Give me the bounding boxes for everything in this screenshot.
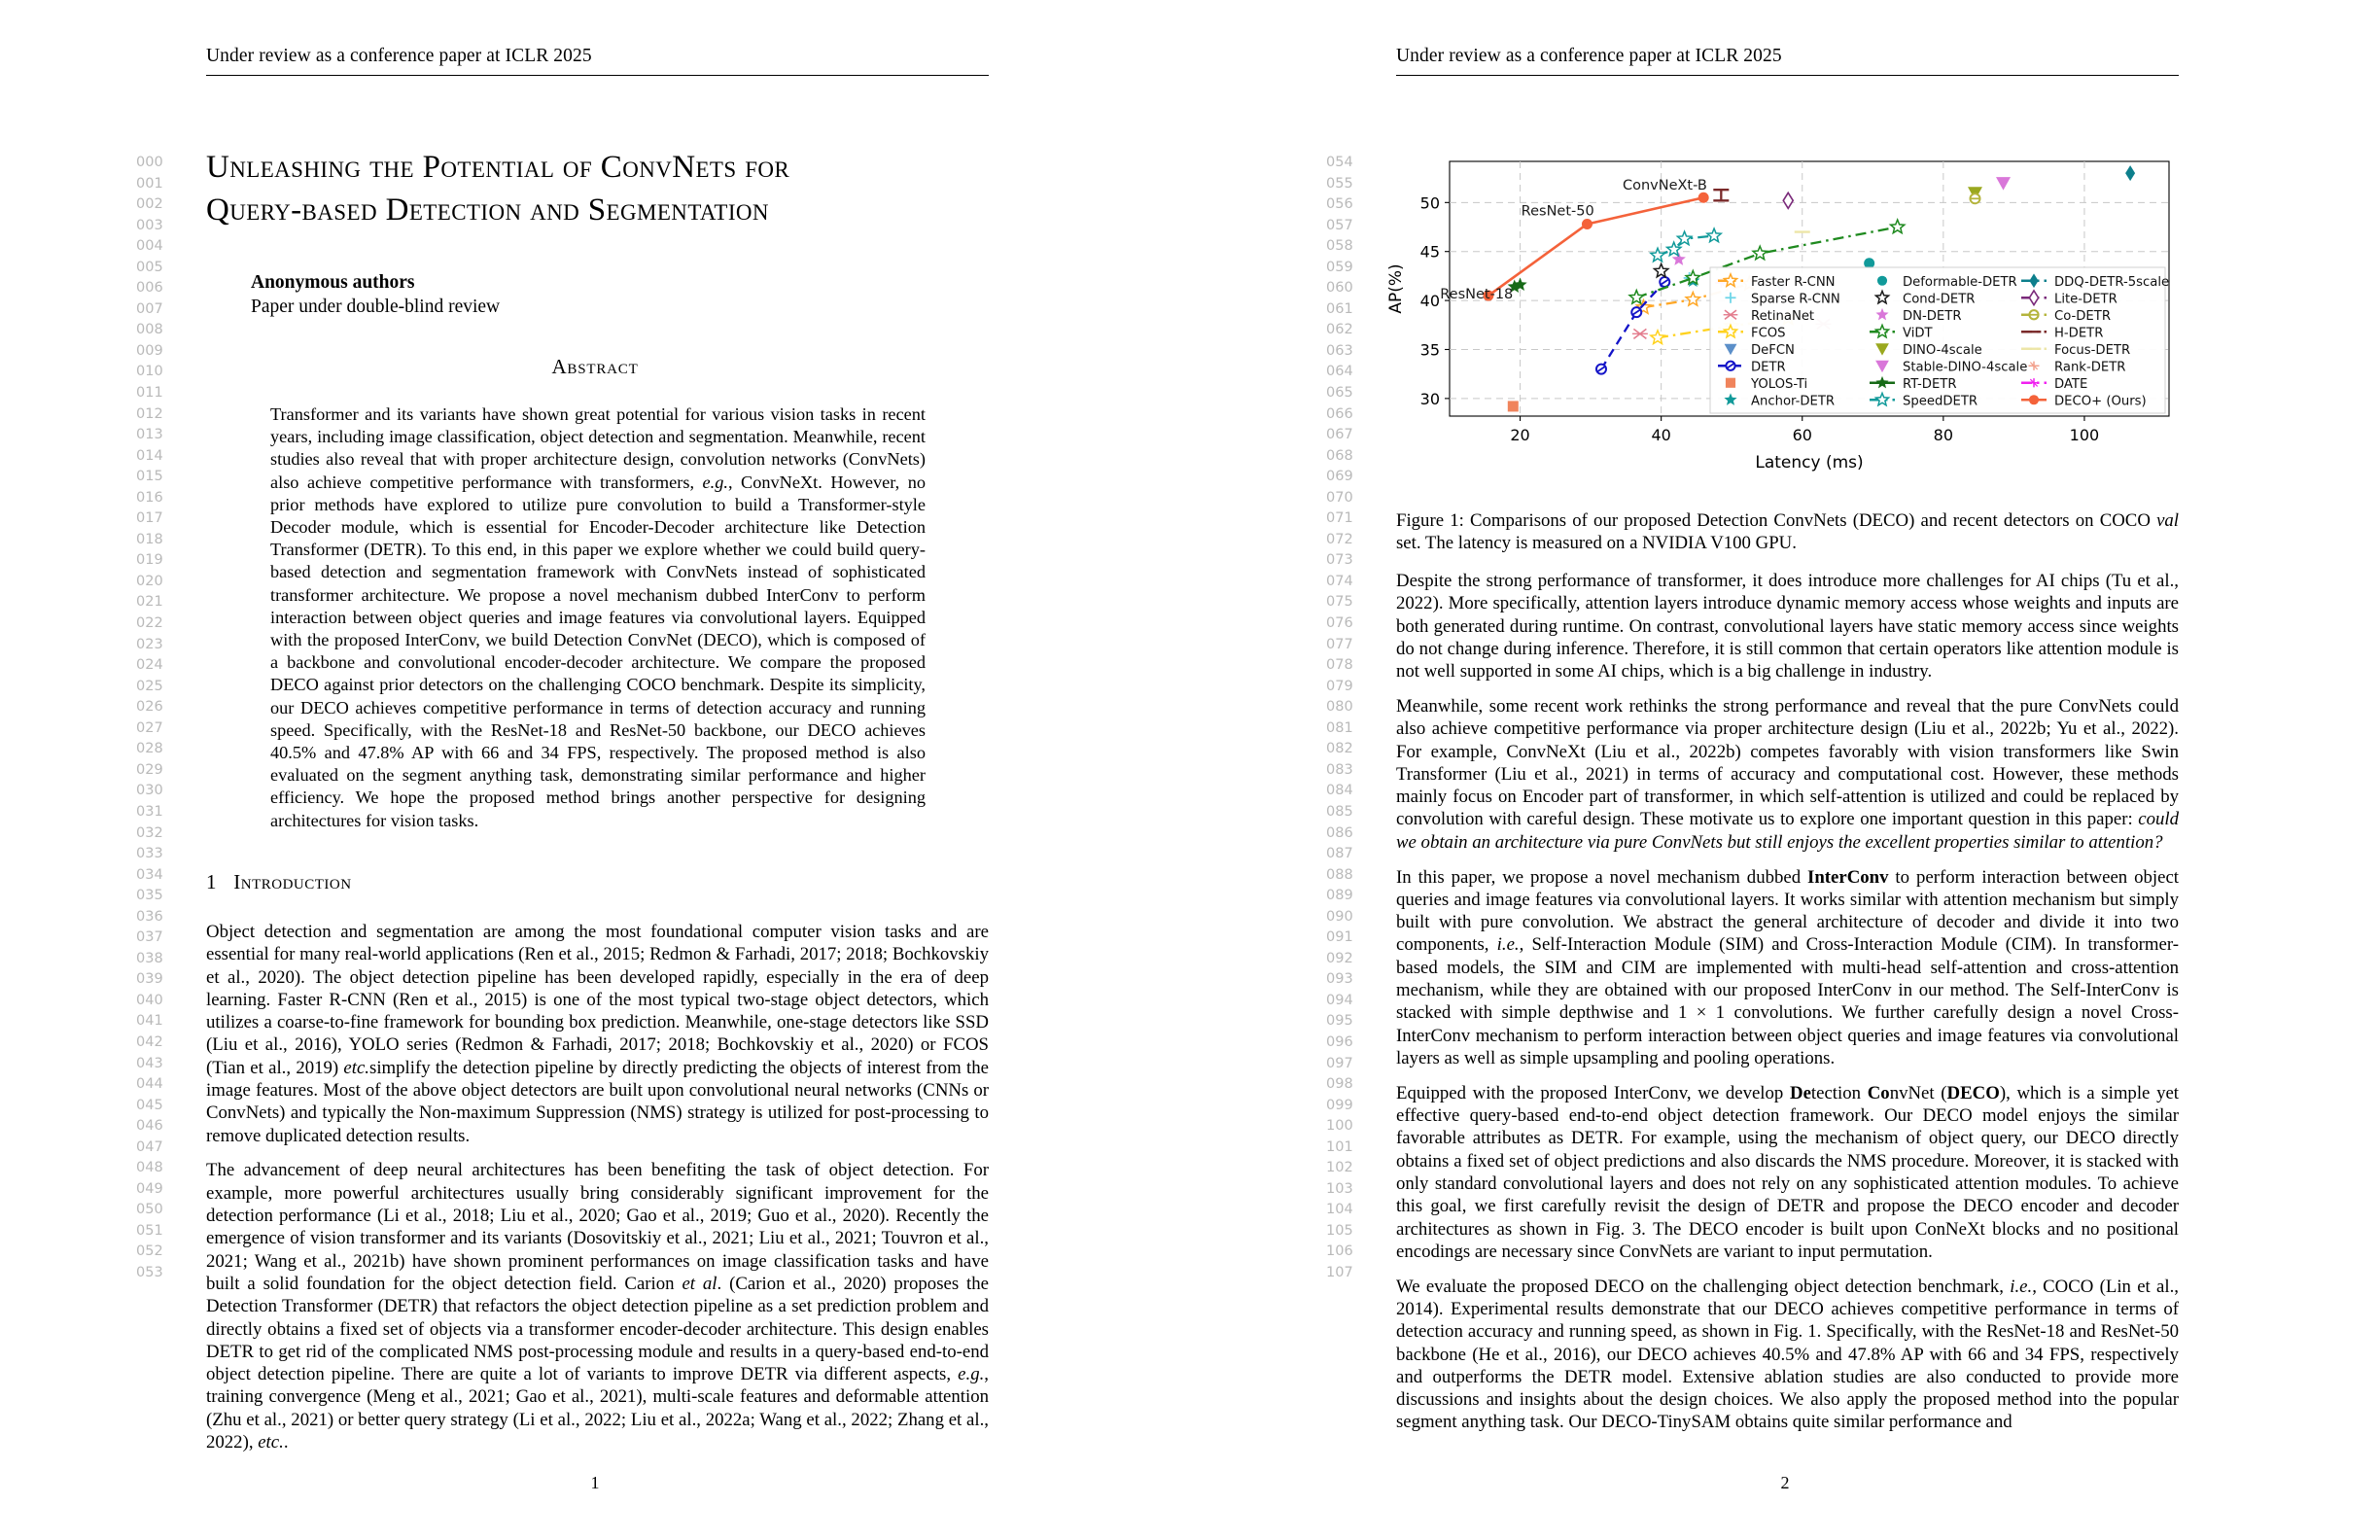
line-number: 017 xyxy=(136,510,163,527)
legend-label: DINO-4scale xyxy=(1903,342,1982,358)
line-number: 077 xyxy=(1326,636,1353,652)
caption-label: Figure 1: xyxy=(1396,510,1464,531)
line-number: 010 xyxy=(136,364,163,380)
line-number: 086 xyxy=(1326,824,1353,841)
line-number: 032 xyxy=(136,824,163,841)
caption-text-b: set. The latency is measured on a NVIDIA V100 GPU. xyxy=(1396,533,1797,554)
line-number: 105 xyxy=(1326,1222,1353,1239)
line-number: 004 xyxy=(136,238,163,255)
legend-label: DETR xyxy=(1751,360,1786,375)
body-text-right xyxy=(1396,570,2179,1446)
line-number: 006 xyxy=(136,280,163,297)
legend-label: Sparse R-CNN xyxy=(1751,292,1840,307)
line-number: 073 xyxy=(1326,552,1353,569)
legend-label: RetinaNet xyxy=(1751,308,1815,324)
line-number: 053 xyxy=(136,1264,163,1280)
legend-label: H-DETR xyxy=(2054,326,2104,341)
line-number: 037 xyxy=(136,929,163,946)
line-number: 059 xyxy=(1326,259,1353,275)
line-number: 052 xyxy=(136,1243,163,1260)
line-number: 093 xyxy=(1326,971,1353,988)
line-number: 016 xyxy=(136,489,163,506)
abstract-heading: Abstract xyxy=(551,355,639,378)
line-number: 069 xyxy=(1326,469,1353,485)
line-number: 045 xyxy=(136,1097,163,1113)
line-number: 062 xyxy=(1326,322,1353,338)
x-tick-label: 40 xyxy=(1651,426,1671,444)
line-number: 026 xyxy=(136,699,163,716)
legend-label: RT-DETR xyxy=(1903,376,1957,392)
y-tick-label: 45 xyxy=(1419,242,1440,262)
caption-italic: val xyxy=(2156,510,2180,531)
paragraph: Object detection and segmentation are among the most foundational computer vision tasks and are essential for many real-world applications (Ren et al., 2015; Redmon & Farhadi, 2017; 2018; Bochkovskiy et al., 2020). The object detection pipeline has been developed rapidly, especially in the era of deep learning. Faster R-CNN (Ren et al., 2015) is one of the most typical two-stage object detectors, which utilizes a coarse-to-fine framework for bounding box prediction. Meanwhile, one-stage detectors like SSD (Liu et al., 2016), YOLO series (Redmon & Farhadi, 2017; 2018; Bochkovskiy et al., 2020) or FCOS (Tian et al., 2019) etc.simplify the detection pipeline by directly predicting the objects of interest from the image features. Most of the above object detectors are built upon convolutional neural networks (CNNs or ConvNets) and typically the Non-maximum Suppression (NMS) strategy is utilized for post-processing to remove duplicated detection results. xyxy=(206,922,989,1146)
legend-label: ViDT xyxy=(1903,326,1933,341)
line-number: 040 xyxy=(136,992,163,1008)
legend-label: Anchor-DETR xyxy=(1751,394,1836,409)
line-number: 014 xyxy=(136,447,163,464)
line-number: 034 xyxy=(136,866,163,883)
line-number: 065 xyxy=(1326,385,1353,402)
page-number-left: 1 xyxy=(590,1473,600,1492)
abstract-body: Transformer and its variants have shown great potential for various vision tasks in recent years, including image classification, object detection and segmentation. Meanwhile, recent studies also reveal that with proper architecture design, convolution networks (ConvNets) also achieve competitive performance with transformers, e.g., ConvNeXt. However, no prior methods have explored to utilize pure convolution to build a Transformer-style Decoder module, which is essential for Encoder-Decoder architecture like Detection Transformer (DETR). To this end, in this paper we explore whether we could build query-based detection and segmentation framework with ConvNets instead of sophisticated transformer architecture. We propose a novel mechanism dubbed InterConv to perform interaction between object queries and image features via convolutional layers. Equipped with the proposed InterConv, we build Detection ConvNet (DECO), which is composed of a backbone and convolutional encoder-decoder architecture. We compare the proposed DECO against prior detectors on the challenging COCO benchmark. Despite its simplicity, our DECO achieves competitive performance in terms of detection accuracy and running speed. Specifically, with the ResNet-18 and ResNet-50 backbone, our DECO achieves 40.5% and 47.8% AP with 66 and 34 FPS, respectively. The proposed method is also evaluated on the segment anything task, demonstrating similar performance and higher efficiency. We hope the proposed method brings another perspective for designing architectures for vision tasks. xyxy=(270,404,927,830)
line-number: 049 xyxy=(136,1180,163,1197)
line-number: 104 xyxy=(1326,1202,1353,1218)
line-number: 043 xyxy=(136,1055,163,1071)
paragraph: Meanwhile, some recent work rethinks the strong performance and reveal that the pure ConvNets could also achieve competitive performance via proper architecture design (Liu et al., 2022b; Yu et al., 2022). For example, ConvNeXt (Liu et al., 2022b) competes favorably with vision transformers like Swin Transformer (Liu et al., 2021) in terms of accuracy and computational cost. However, these methods mainly focus on Encoder part of transformer, in which self-attention is utilized and could be replaced by convolution with careful design. These motivate us to explore one important question in this paper: could we obtain an architecture via pure ConvNets but still enjoys the excellent properties similar to attention? xyxy=(1396,695,2179,853)
legend-label: DATE xyxy=(2054,376,2088,392)
line-number: 071 xyxy=(1326,510,1353,527)
page-right xyxy=(1190,0,2380,1540)
line-number: 042 xyxy=(136,1033,163,1050)
line-number: 002 xyxy=(136,196,163,213)
line-number: 074 xyxy=(1326,573,1353,589)
line-number: 078 xyxy=(1326,657,1353,674)
line-number-gutter-left xyxy=(136,153,163,1284)
running-head-left: Under review as a conference paper at ICLR 2025 xyxy=(206,46,592,66)
line-number: 015 xyxy=(136,469,163,485)
authors-note: Paper under double-blind review xyxy=(251,297,501,317)
line-number: 056 xyxy=(1326,196,1353,213)
legend-label: Lite-DETR xyxy=(2054,292,2118,307)
x-tick-label: 80 xyxy=(1933,426,1954,444)
body-text-left xyxy=(206,921,989,1466)
section-number: 1 xyxy=(206,870,217,893)
abstract-text xyxy=(270,403,926,832)
line-number-gutter-right xyxy=(1326,153,1353,1284)
line-number: 094 xyxy=(1326,992,1353,1008)
figure-1-caption xyxy=(1396,509,2179,555)
line-number: 044 xyxy=(136,1076,163,1093)
section-title: Introduction xyxy=(233,870,352,893)
line-number: 024 xyxy=(136,657,163,674)
legend-label: Rank-DETR xyxy=(2054,360,2126,375)
line-number: 047 xyxy=(136,1138,163,1155)
line-number: 102 xyxy=(1326,1160,1353,1176)
line-number: 060 xyxy=(1326,280,1353,297)
legend-label: Cond-DETR xyxy=(1903,292,1976,307)
line-number: 101 xyxy=(1326,1138,1353,1155)
y-tick-label: 30 xyxy=(1419,389,1440,408)
legend-label: DeFCN xyxy=(1751,342,1795,358)
chart-annotation: ResNet-18 xyxy=(1440,287,1514,303)
authors-name: Anonymous authors xyxy=(251,272,415,293)
line-number: 018 xyxy=(136,531,163,547)
line-number: 061 xyxy=(1326,300,1353,317)
x-tick-label: 100 xyxy=(2069,426,2100,444)
line-number: 005 xyxy=(136,259,163,275)
line-number: 033 xyxy=(136,846,163,862)
line-number: 039 xyxy=(136,971,163,988)
line-number: 068 xyxy=(1326,447,1353,464)
line-number: 097 xyxy=(1326,1055,1353,1071)
line-number: 019 xyxy=(136,552,163,569)
line-number: 011 xyxy=(136,385,163,402)
y-axis-label: AP(%) xyxy=(1386,263,1406,314)
paragraph: Despite the strong performance of transformer, it does introduce more challenges for AI chips (Tu et al., 2022). More specifically, attention layers introduce dynamic memory access whose weights and inputs are both generated during runtime. On contrast, convolutional layers have static memory access since weights do not change during inference. Therefore, it is still common that certain operators like attention module is not well supported in some AI chips, which is a big challenge in industry. xyxy=(1396,571,2179,682)
line-number: 063 xyxy=(1326,342,1353,359)
line-number: 012 xyxy=(136,405,163,422)
line-number: 020 xyxy=(136,573,163,589)
title-line-1: Unleashing the Potential of ConvNets for xyxy=(206,150,790,185)
line-number: 058 xyxy=(1326,238,1353,255)
line-number: 035 xyxy=(136,888,163,904)
legend-label: DDQ-DETR-5scale xyxy=(2054,274,2170,290)
line-number: 079 xyxy=(1326,678,1353,694)
section-heading-introduction xyxy=(206,870,352,894)
line-number: 030 xyxy=(136,783,163,799)
line-number: 095 xyxy=(1326,1013,1353,1030)
line-number: 106 xyxy=(1326,1243,1353,1260)
line-number: 008 xyxy=(136,322,163,338)
line-number: 091 xyxy=(1326,929,1353,946)
header-rule-left xyxy=(206,75,989,76)
chart-annotation: ResNet-50 xyxy=(1521,203,1594,220)
paragraph: We evaluate the proposed DECO on the challenging object detection benchmark, i.e., COCO (Lin et al., 2014). Experimental results demonstrate that our DECO achieves competitive performance in terms of detection accuracy and running speed, as shown in Fig. 1. Specifically, with the ResNet-18 and ResNet-50 backbone (He et al., 2016), our DECO achieves 40.5% and 47.8% AP with 66 and 34 FPS, respectively and outperforms the DETR model. Extensive ablation studies are also conducted to provide more discussions and insights about the design choices. We also apply the proposed method into the popular segment anything task. Our DECO-TinySAM obtains quite similar performance and xyxy=(1396,1276,2179,1433)
legend-label: Faster R-CNN xyxy=(1751,274,1836,290)
paragraph: In this paper, we propose a novel mechanism dubbed InterConv to perform interaction between object queries and image features via convolutional layers. It works similar with attention mechanism but simply built with pure convolution. We abstract the general architecture of decoder and divide it into two components, i.e., Self-Interaction Module (SIM) and Cross-Interaction Module (CIM). In transformer-based models, the SIM and CIM are implemented with multi-head self-attention and cross-attention mechanism, while they are obtained with our proposed InterConv in our method. The Self-InterConv is stacked with simple depthwise and 1 × 1 convolutions. We further carefully design a novel Cross-InterConv mechanism to perform interaction between object queries and image features via convolutional layers as well as simple upsampling and pooling operations. xyxy=(1396,866,2179,1068)
page-title xyxy=(206,146,994,231)
paragraph: The advancement of deep neural architectures has been benefiting the task of object detection. For example, more powerful architectures usually bring considerably significant improvement for the detection performance (Li et al., 2018; Liu et al., 2020; Gao et al., 2019; Guo et al., 2020). Recently the emergence of vision transformer and its variants (Dosovitskiy et al., 2021; Liu et al., 2021; Touvron et al., 2021; Wang et al., 2021b) have shown prominent performances on image classification tasks and have built a solid foundation for the object detection field. Carion et al. (Carion et al., 2020) proposes the Detection Transformer (DETR) that refactors the object detection pipeline as a set prediction problem and directly obtains a fixed set of objects via a transformer encoder-decoder architecture. This design enables DETR to get rid of the complicated NMS post-processing module and results in a query-based end-to-end object detection pipeline. There are quite a lot of variants to improve DETR via different aspects, e.g., training convergence (Meng et al., 2021; Gao et al., 2021), multi-scale features and deformable attention (Zhu et al., 2021) or better query strategy (Li et al., 2022; Liu et al., 2022a; Wang et al., 2022; Zhang et al., 2022), etc.. xyxy=(206,1160,989,1453)
line-number: 072 xyxy=(1326,531,1353,547)
line-number: 022 xyxy=(136,615,163,632)
line-number: 021 xyxy=(136,594,163,611)
line-number: 057 xyxy=(1326,217,1353,233)
line-number: 025 xyxy=(136,678,163,694)
chart-annotation: ConvNeXt-B xyxy=(1622,178,1707,194)
running-head-right: Under review as a conference paper at ICLR 2025 xyxy=(1396,46,1782,66)
legend-label: YOLOS-Ti xyxy=(1751,376,1808,392)
page-number-right: 2 xyxy=(1780,1473,1790,1492)
line-number: 092 xyxy=(1326,950,1353,966)
latency-vs-ap-scatter-chart xyxy=(1380,124,2179,499)
x-tick-label: 60 xyxy=(1792,426,1812,444)
line-number: 107 xyxy=(1326,1264,1353,1280)
line-number: 055 xyxy=(1326,175,1353,192)
line-number: 000 xyxy=(136,155,163,170)
line-number: 031 xyxy=(136,803,163,820)
line-number: 089 xyxy=(1326,888,1353,904)
line-number: 083 xyxy=(1326,761,1353,778)
line-number: 027 xyxy=(136,719,163,736)
line-number: 050 xyxy=(136,1202,163,1218)
line-number: 046 xyxy=(136,1118,163,1135)
line-number: 029 xyxy=(136,761,163,778)
line-number: 001 xyxy=(136,175,163,192)
x-tick-label: 20 xyxy=(1510,426,1530,444)
legend-label: Co-DETR xyxy=(2054,308,2111,324)
legend-label: SpeedDETR xyxy=(1903,394,1978,409)
line-number: 051 xyxy=(136,1222,163,1239)
figure-1 xyxy=(1380,124,2179,499)
legend-label: Focus-DETR xyxy=(2054,342,2131,358)
header-rule-right xyxy=(1396,75,2179,76)
line-number: 038 xyxy=(136,950,163,966)
line-number: 007 xyxy=(136,300,163,317)
y-tick-label: 35 xyxy=(1419,340,1440,360)
line-number: 081 xyxy=(1326,719,1353,736)
line-number: 048 xyxy=(136,1160,163,1176)
legend-label: Stable-DINO-4scale xyxy=(1903,360,2028,375)
y-tick-label: 50 xyxy=(1419,193,1440,213)
line-number: 009 xyxy=(136,342,163,359)
line-number: 098 xyxy=(1326,1076,1353,1093)
line-number: 003 xyxy=(136,217,163,233)
line-number: 028 xyxy=(136,741,163,757)
line-number: 070 xyxy=(1326,489,1353,506)
line-number: 085 xyxy=(1326,803,1353,820)
line-number: 076 xyxy=(1326,615,1353,632)
caption-text-a: Comparisons of our proposed Detection ConvNets (DECO) and recent detectors on COCO xyxy=(1463,510,2157,531)
x-axis-label: Latency (ms) xyxy=(1755,453,1864,472)
paragraph: Equipped with the proposed InterConv, we develop Detection ConvNet (DECO), which is a simple yet effective query-based end-to-end object detection framework. Our DECO model enjoys the similar favorable attributes as DETR. For example, using the mechanism of object query, our DECO directly obtains a fixed set of object predictions and also discards the NMS procedure. Moreover, it is stacked with only standard convolutional layers and does not rely on any sophisticated attention modules. To achieve this goal, we first carefully revisit the design of DETR and propose the DECO encoder and decoder architectures as shown in Fig. 3. The DECO encoder is built upon ConNeXt blocks and no positional encodings are necessary since ConvNets are variant to input permutation. xyxy=(1396,1082,2180,1262)
series-yolos-ti xyxy=(1508,401,1519,411)
y-tick-label: 40 xyxy=(1419,292,1440,311)
legend-label: DECO+ (Ours) xyxy=(2054,394,2147,409)
line-number: 023 xyxy=(136,636,163,652)
line-number: 067 xyxy=(1326,427,1353,443)
line-number: 036 xyxy=(136,908,163,925)
line-number: 066 xyxy=(1326,405,1353,422)
authors-block xyxy=(251,270,931,319)
line-number: 084 xyxy=(1326,783,1353,799)
line-number: 096 xyxy=(1326,1033,1353,1050)
line-number: 090 xyxy=(1326,908,1353,925)
line-number: 080 xyxy=(1326,699,1353,716)
line-number: 087 xyxy=(1326,846,1353,862)
line-number: 013 xyxy=(136,427,163,443)
line-number: 088 xyxy=(1326,866,1353,883)
line-number: 099 xyxy=(1326,1097,1353,1113)
line-number: 041 xyxy=(136,1013,163,1030)
legend-label: FCOS xyxy=(1751,326,1786,341)
line-number: 082 xyxy=(1326,741,1353,757)
line-number: 064 xyxy=(1326,364,1353,380)
line-number: 075 xyxy=(1326,594,1353,611)
legend-label: Deformable-DETR xyxy=(1903,274,2017,290)
line-number: 100 xyxy=(1326,1118,1353,1135)
line-number: 054 xyxy=(1326,155,1353,170)
legend-label: DN-DETR xyxy=(1903,308,1962,324)
line-number: 103 xyxy=(1326,1180,1353,1197)
title-line-2: Query-based Detection and Segmentation xyxy=(206,192,769,228)
series-co-detr xyxy=(1970,193,1980,203)
